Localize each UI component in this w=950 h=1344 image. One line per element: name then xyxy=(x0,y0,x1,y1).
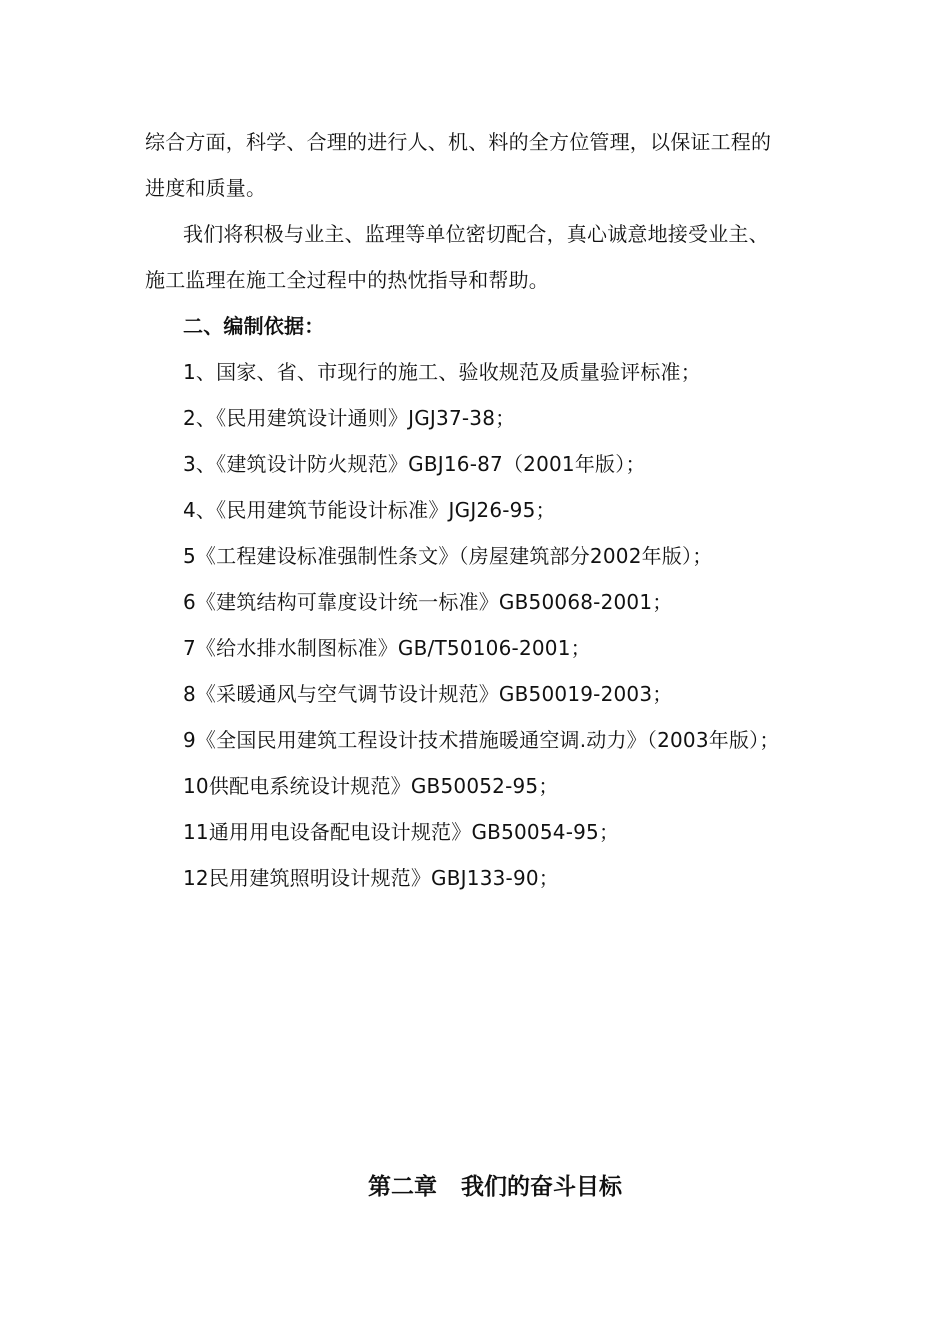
reference-item: 10供配电系统设计规范》GB50052-95； xyxy=(183,774,559,798)
paragraph-line: 综合方面，科学、合理的进行人、机、料的全方位管理，以保证工程的 xyxy=(145,130,772,154)
reference-item: 5《工程建设标准强制性条文》（房屋建筑部分2002年版）； xyxy=(183,544,713,568)
paragraph-line: 进度和质量。 xyxy=(145,176,267,200)
reference-item: 6《建筑结构可靠度设计统一标准》GB50068-2001； xyxy=(183,590,673,614)
reference-item: 8《采暖通风与空气调节设计规范》GB50019-2003； xyxy=(183,682,673,706)
chapter-title: 第二章 我们的奋斗目标 xyxy=(367,1174,623,1200)
section-heading: 二、编制依据： xyxy=(183,314,325,338)
paragraph-line: 施工监理在施工全过程中的热忱指导和帮助。 xyxy=(145,268,549,292)
reference-item: 11通用用电设备配电设计规范》GB50054-95； xyxy=(183,820,620,844)
paragraph-line: 我们将积极与业主、监理等单位密切配合，真心诚意地接受业主、 xyxy=(183,222,769,246)
reference-item: 3、《建筑设计防火规范》GBJ16-87（2001年版）； xyxy=(183,452,646,476)
reference-item: 1、国家、省、市现行的施工、验收规范及质量验评标准； xyxy=(183,360,701,384)
reference-item: 2、《民用建筑设计通则》JGJ37-38； xyxy=(183,406,516,430)
reference-item: 7《给水排水制图标准》GB/T50106-2001； xyxy=(183,636,591,660)
reference-item: 12民用建筑照明设计规范》GBJ133-90； xyxy=(183,866,560,890)
reference-item: 9《全国民用建筑工程设计技术措施暖通空调.动力》（2003年版）； xyxy=(183,728,780,752)
reference-item: 4、《民用建筑节能设计标准》JGJ26-95； xyxy=(183,498,556,522)
